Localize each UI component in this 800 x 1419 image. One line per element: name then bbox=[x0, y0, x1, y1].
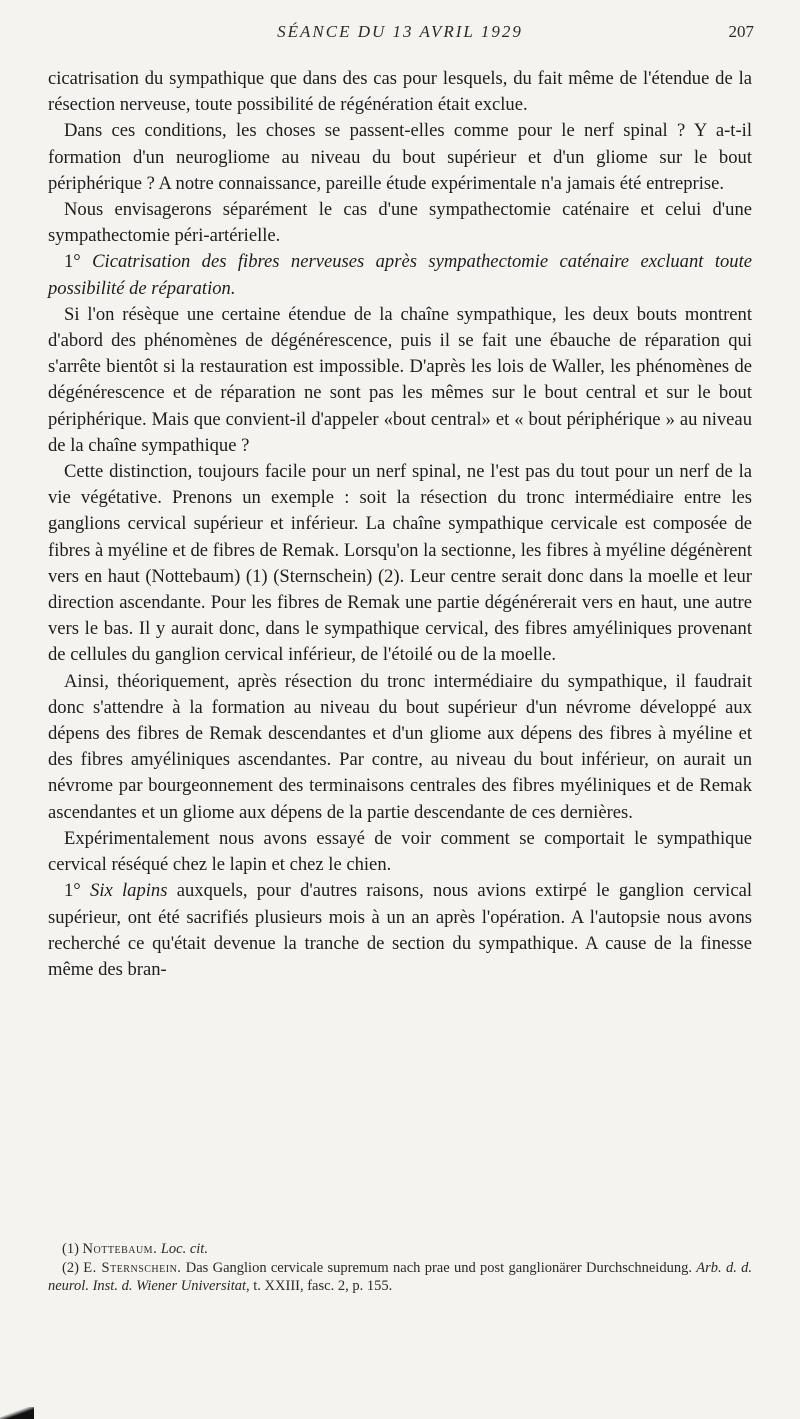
section-heading bbox=[48, 249, 752, 301]
body-text bbox=[48, 66, 752, 983]
paragraph-9 bbox=[48, 878, 752, 983]
footnote-1-mark: (1) bbox=[62, 1241, 79, 1257]
section-number: 1° bbox=[64, 251, 81, 273]
page-header bbox=[0, 22, 800, 52]
paragraph-1: cicatrisation du sympathique que dans des cas pour lesquels, du fait même de l'étendue de la résection nerveuse, toute possibilité de régénération était exclue. bbox=[48, 68, 752, 116]
paragraph-9-text: auxquels, pour d'autres raisons, nous avions extirpé le ganglion cervical supérieur, ont été sacrifiés plusieurs mois à un an après l'opération. A l'autopsie nous avons recherché ce qu'était devenue la tranche de section du sympathique. A cause de la finesse même des bran- bbox=[48, 880, 752, 980]
footnote-2-text: Das Ganglion cervicale supremum nach prae und post ganglionärer Durchschneidung. bbox=[185, 1259, 692, 1276]
paragraph-2: Dans ces conditions, les choses se passent-elles comme pour le nerf spinal ? Y a-t-il formation d'un neurogliome au niveau du bout supérieur et d'un gliome sur le bout périphérique ? A notre connaissance, pareille étude expérimentale n'a jamais été entreprise. bbox=[48, 120, 752, 194]
paragraph-7: Ainsi, théoriquement, après résection du tronc intermédiaire du sympathique, il faudrait donc s'attendre à la formation au niveau du bout supérieur d'un névrome développé aux dépens des fibres de Remak descendantes et d'un gliome aux dépens des fibres à myéline et des fibres amyéliniques ascendantes. Par contre, au niveau du bout inférieur, on aurait un névrome par bourgeonnement des terminaisons centrales des fibres myéliniques et de Remak ascendantes et un gliome aux dépens de la partie descendante de ces dernières. bbox=[48, 670, 752, 823]
footnote-2-mark: (2) bbox=[62, 1259, 79, 1276]
footnote-1-ref: Loc. cit. bbox=[160, 1241, 208, 1257]
footnote-2-journal: Arb. d. d. neurol. Inst. d. Wiener Universitat, bbox=[48, 1259, 753, 1295]
paragraph-3: Nous envisagerons séparément le cas d'une sympathectomie caténaire et celui d'une sympathectomie péri-artérielle. bbox=[48, 199, 752, 247]
page-number: 207 bbox=[728, 22, 754, 41]
footnote-2-tail: t. XXIII, fasc. 2, p. 155. bbox=[253, 1278, 393, 1295]
footnote-1-author: Nottebaum. bbox=[82, 1241, 158, 1257]
paragraph-5: Si l'on résèque une certaine étendue de la chaîne sympathique, les deux bouts montrent d'abord des phénomènes de dégénérescence, puis il se fait une ébauche de réparation qui s'arrête bientôt si la restauration est impossible. D'après les lois de Waller, les phénomènes de dégénérescence et de réparation ne sont pas les mêmes sur le bout central et sur le bout périphérique. Mais que convient-il d'appeler «bout central» et « bout périphérique » au niveau de la chaîne sympathique ? bbox=[48, 303, 752, 456]
footnotes bbox=[48, 1240, 752, 1296]
section-title: Cicatrisation des fibres nerveuses après sympathectomie caténaire excluant toute possibilité de réparation. bbox=[48, 251, 752, 299]
paragraph-9-number: 1° bbox=[64, 880, 81, 902]
footnote-2 bbox=[48, 1259, 752, 1296]
running-title: SÉANCE DU 13 AVRIL 1929 bbox=[277, 22, 523, 41]
paragraph-9-italic: Six lapins bbox=[90, 880, 168, 902]
paragraph-8: Expérimentalement nous avons essayé de voir comment se comportait le sympathique cervical réséqué chez le lapin et chez le chien. bbox=[48, 827, 752, 876]
paragraph-6: Cette distinction, toujours facile pour un nerf spinal, ne l'est pas du tout pour un nerf de la vie végétative. Prenons un exemple : soit la résection du tronc intermédiaire entre les ganglions cervical supérieur et inférieur. La chaîne sympathique cervicale est composée de fibres à myéline et de fibres de Remak. Lorsqu'on la sectionne, les fibres à myéline dégénèrent vers en haut (Nottebaum) (1) (Sternschein) (2). Leur centre serait donc dans la moelle et leur direction ascendante. Pour les fibres de Remak une partie dégénérerait vers en haut, une autre vers le bas. Il y aurait donc, dans le sympathique cervical, des fibres amyéliniques provenant de cellules du ganglion cervical inférieur, de l'étoilé ou de la moelle. bbox=[48, 461, 752, 666]
scan-corner-mark bbox=[0, 1407, 34, 1419]
footnote-2-author: E. Sternschein. bbox=[83, 1259, 182, 1276]
footnote-1 bbox=[48, 1240, 752, 1259]
